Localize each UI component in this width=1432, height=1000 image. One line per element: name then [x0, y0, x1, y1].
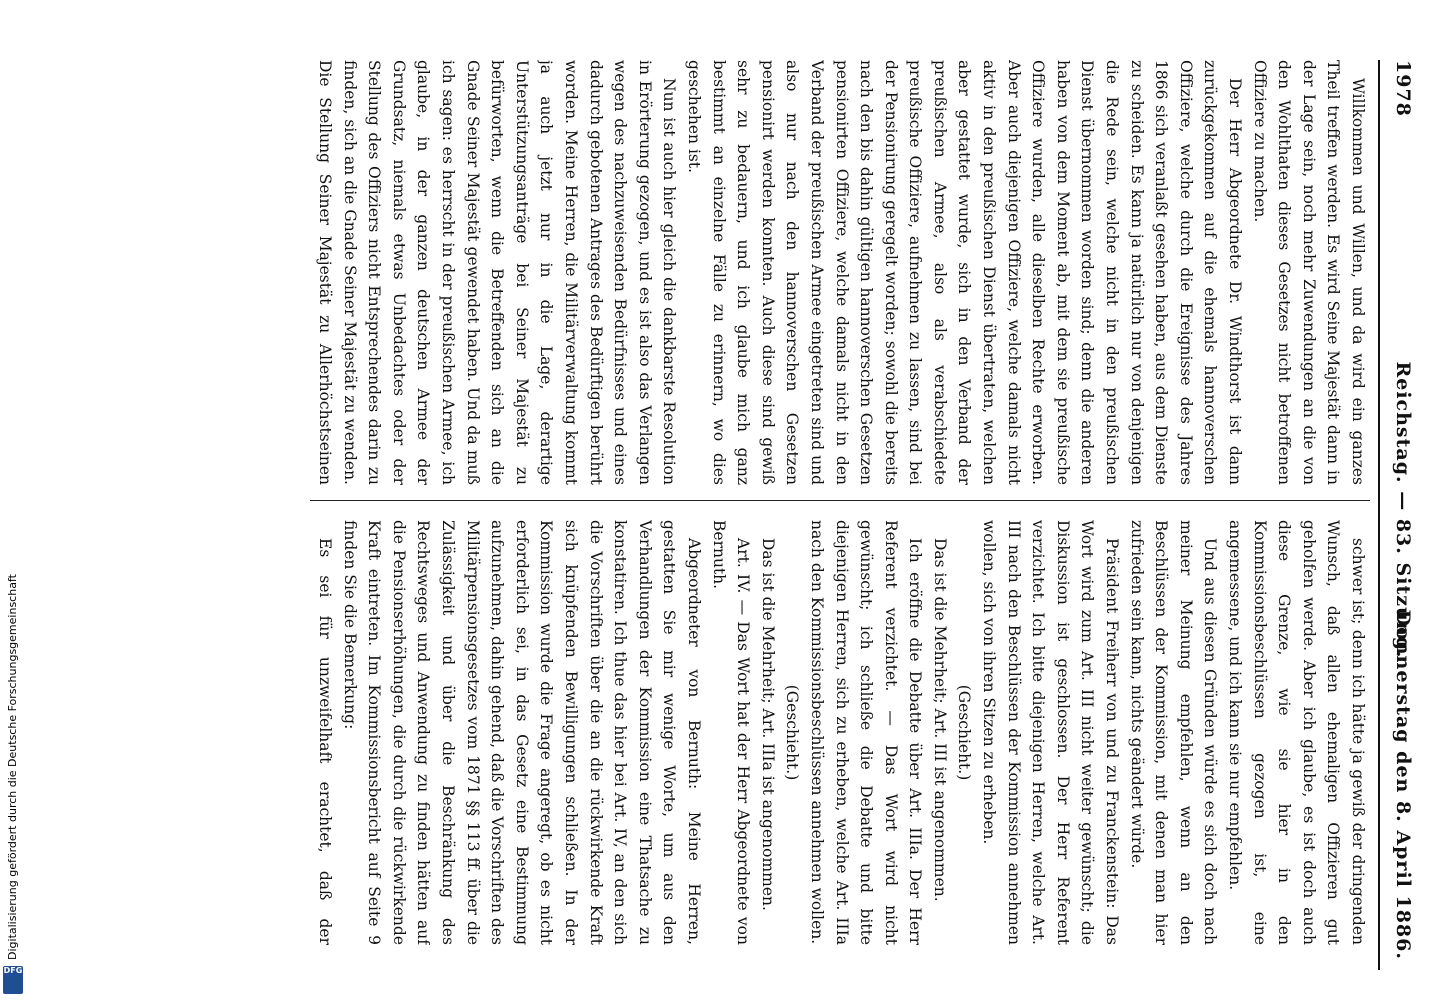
dfg-logo-icon [3, 966, 23, 994]
header-rule [1378, 60, 1380, 970]
paragraph: schwer ist; denn ich hätte ja gewiß der dringenden Wunsch, daß allen ehemaligen Offizieren gut geholfen werde. Aber ich glaube, es ist doch auch diese Grenze, wie sie hier in den Kommissionsbeschlüssen gezogen ist, eine angemessene, und ich kann sie nur empfehlen. [1226, 520, 1367, 945]
paragraph: Es sei für unzweifelhaft erachtet, daß der [316, 538, 335, 945]
paragraph: Der Herr Abgeordnete Dr. Windthorst ist dann zurückgekommen auf die ehemals hannoverschen Offiziere, welche durch die Ereignisse des Jahres 1866 sich veranlaßt gesehen haben, aus dem Dienste zu scheiden. Es kann ja natürlich nur von denjenigen die Rede sein, welche nicht in den preußischen Dienst übernommen worden sind; denn die anderen haben von dem Moment ab, mit dem sie preußische Offiziere wurden, alle dieselben Rechte erworben. Aber auch diejenigen Offiziere, welche damals nicht aktiv in den preußischen Dienst übertraten, welchen aber gestattet wurde, sich in den Verband der preußischen Armee, also als verabschiedete preußische Offiziere, aufnehmen zu lassen, sind bei der Pensionirung geregelt worden; sowohl die bereits nach den bis dahin gültigen hannoverschen Gesetzen pensionirten Offiziere, welche damals nicht in den Verband der preußischen Armee eingetreten sind und also nur nach den hannoverschen Gesetzen pensionirt werden konnten. Auch diese sind gewiß sehr zu bedauern, und ich glaube mich ganz bestimmt an einzelne Fälle zu erinnern, wo dies geschehen ist. [684, 60, 1245, 485]
paragraph: (Geschieht.) [783, 684, 802, 781]
paragraph: Nun ist auch hier gleich die dankbarste Resolution in Erörterung gezogen, und es ist also das Verlangen wegen des nachzuweisenden Bedürfnisses und eines dadurch gebotenen Antrages des Bedürftigen berührt worden. Meine Herren, die Militärverwaltung kommt ja auch jetzt nur in die Lage, derartige Unterstützungsanträge bei Seiner Majestät zu befürworten, wenn die Betreffenden sich an die Gnade Seiner Majestät gewendet haben. Und da muß ich sagen: es herrscht in der preußischen Armee, ich glaube, in der ganzen deutschen Armee der Grundsatz, niemals etwas Unbedachtes oder der Stellung des Offiziers nicht Entsprechendes darin zu finden, sich an die Gnade Seiner Majestät zu wenden. Die Stellung Seiner Majestät zu Allerhöchstseinen [316, 60, 679, 485]
page-header [1374, 60, 1414, 960]
dfg-logo-text: DFG [3, 966, 23, 975]
page-title: Reichstag. — 83. Sitzung. [1392, 361, 1414, 659]
paragraph: Das ist die Mehrheit; Art. IIIa ist angenommen. [758, 538, 777, 911]
digitization-sidebar [0, 0, 26, 1000]
paragraph: Abgeordneter von Bernuth: Meine Herren, gestatten Sie mir wenige Worte, um aus den Verhandlungen der Kommission eine Thatsache zu konstatiren. Ich thue das hier bei Art. IV, an den sich die Vorschriften über die an die rückwirkende Kraft sich knüpfenden Bewilligungen schließen. In der Kommission wurde die Frage angeregt, ob es nicht erforderlich sei, in das Gesetz eine Bestimmung aufzunehmen, dahin gehend, daß die Vorschriften des Militärpensionsgesetzes vom 1871 §§ 113 ff. über die Zulässigkeit und über die Beschränkung des Rechtsweges und Anwendung zu finden hätten auf die Pensionserhöhungen, die durch die rückwirkende Kraft eintreten. Im Kommissionsbericht auf Seite 9 finden Sie die Bemerkung: [340, 520, 703, 945]
paragraph: Ich eröffne die Debatte über Art. IIIa. Der Herr Referent verzichtet. — Das Wort wird nicht gewünscht; ich schließe die Debatte und bitte diejenigen Herren, sich zu erheben, welche Art. IIIa nach den Kommissionsbeschlüssen annehmen wollen. [807, 520, 925, 945]
column-divider [310, 500, 1370, 501]
digitization-credit: Digitalisierung gefördert durch die Deutsche Forschungsgemeinschaft [6, 574, 19, 960]
paragraph: Art. IV. — Das Wort hat der Herr Abgeordnete von Bernuth. [709, 520, 753, 945]
paragraph: Präsident Freiherr von und zu Franckenstein: Das Wort wird zum Art. III nicht weiter gewünscht; die Diskussion ist geschlossen. Der Herr Referent verzichtet. Ich bitte diejenigen Herren, welche Art. III nach den Beschlüssen der Kommission annehmen wollen, sich von ihren Sitzen zu erheben. [980, 520, 1122, 945]
paragraph: (Geschieht.) [955, 684, 974, 781]
paragraph: Willkommen und Willen, und da wird ein ganzes Theil treffen werden. Es wird Seine Majestät dann in der Lage sein, noch mehr Zuwendungen an die von den Wohlthaten dieses Gesetzes nicht betroffenen Offiziere zu machen. [1250, 60, 1367, 485]
paragraph: Und aus diesen Gründen würde es sich doch nach meiner Meinung empfehlen, wenn an den Beschlüssen der Kommission, mit denen man hier zufrieden sein kann, nichts geändert würde. [1127, 520, 1220, 945]
right-column [310, 520, 1370, 945]
session-date: Donnerstag den 8. April 1886. [1392, 609, 1414, 960]
left-column [310, 60, 1370, 485]
paragraph: Das ist die Mehrheit; Art. III ist angenommen. [930, 538, 949, 902]
page-number: 1978 [1392, 60, 1414, 117]
